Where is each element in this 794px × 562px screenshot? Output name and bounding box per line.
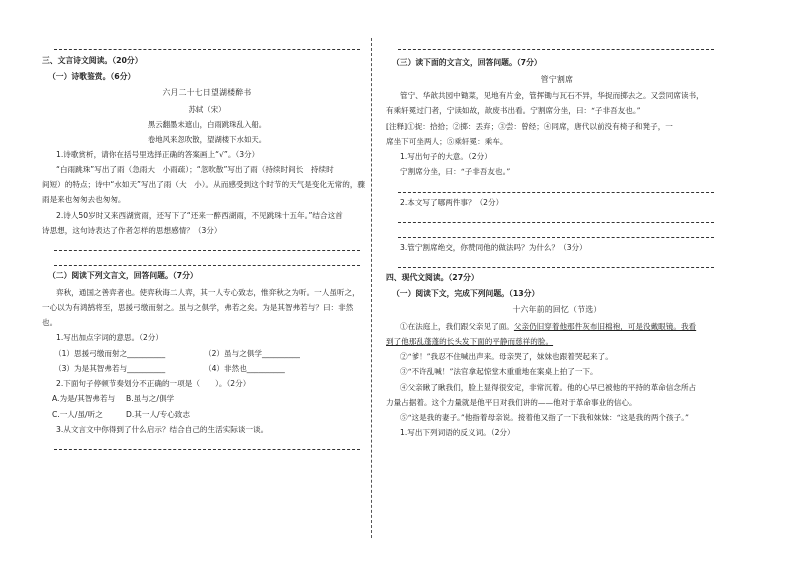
question-1-text-line: 间短）的特点；诗中“水如天”写出了雨（大 小）。从而感受到这个时节的天气是变化无常的，骤 [42, 180, 366, 189]
choice-c[interactable]: C.一人/虽/听之 [52, 409, 103, 419]
story-paragraph: ②“爹！”我忍不住喊出声来。母亲哭了，妹妹也跟着哭起来了。 [400, 352, 613, 362]
text-title: 管宁割席 [540, 74, 574, 84]
question-3-prompt: 1.写出加点字词的意思。（2分） [56, 333, 163, 343]
part-3-title: （三）读下面的文言文，回答问题。（7分） [392, 58, 542, 67]
choice-d[interactable]: D.其一人/专心致志 [126, 409, 190, 419]
choice-b[interactable]: B.虽与之/俱学 [126, 394, 175, 404]
poem-line-1: 黑云翻墨未遮山，白雨跳珠乱入船。 [147, 119, 267, 129]
question-1-text-line: “白雨跳珠”写出了雨（急雨大 小雨疏）；“忽吹散”写出了雨（持续时间长 持续时 [56, 164, 334, 174]
answer-line[interactable] [398, 213, 714, 223]
fill-blank-item[interactable]: （4）非然也__________ [204, 363, 285, 373]
section-4-title: 四、现代文阅读。（27分） [386, 273, 479, 283]
question-2-prompt: 2.本文写了哪两件事？（2分） [400, 197, 504, 207]
underlined-sentence: 父亲仍旧穿着他那件灰布旧棉袍，可是没戴眼镜。我看 [513, 321, 697, 331]
classical-text-line: 有乘轩冕过门者，宁读如故，歆废书出看。宁割席分坐，曰：“子非吾友也。” [386, 106, 641, 116]
choice-row [54, 394, 372, 404]
poem-author: 苏轼（宋） [188, 104, 226, 114]
question-1-sentence: 宁割席分坐，曰：“子非吾友也。” [400, 167, 511, 177]
answer-line[interactable] [54, 241, 360, 251]
annotation-line: 席坐下可坐两人；⑤乘轩冕：乘车。 [386, 136, 508, 146]
story-text: ①在法庭上，我们跟父亲见了面。 [400, 321, 514, 331]
fill-blank-item[interactable]: （1）思援弓缴而射之__________ [54, 348, 166, 358]
question-3-prompt: 3.管宁割席绝交，你赞同他的做法吗？为什么？（3分） [400, 242, 587, 252]
classical-text-line: 一心以为有鸿鹄将至，思援弓缴而射之。虽与之俱学，弗若之矣。为是其智弗若与？曰：非然 [42, 302, 354, 312]
story-paragraph: 力量占据着。这个力量就是他平日对我们讲的——他对于革命事业的信心。 [386, 397, 637, 407]
answer-line[interactable] [398, 258, 714, 268]
classical-text-line: 管宁、华歆共园中锄菜，见地有片金，管挥锄与瓦石不异，华捉而掷去之。又尝同席读书， [400, 91, 704, 101]
classical-text-line: 弈秋，通国之善弈者也。使弈秋诲二人弈，其一人专心致志，惟弈秋之为听。一人虽听之， [56, 287, 360, 297]
fill-blank-item[interactable]: （3）为是其智弗若与__________ [54, 363, 166, 373]
story-paragraph [386, 322, 728, 332]
answer-line[interactable] [54, 256, 360, 266]
fill-blank-item[interactable]: （2）虽与之俱学__________ [204, 348, 300, 358]
choice-a[interactable]: A.为是/其智弗若与 [52, 394, 116, 404]
question-4-prompt: 1.写出下列词语的反义词。（2分） [400, 428, 515, 438]
underlined-sentence: 到了他那乱蓬蓬的长头发下面的平静而慈祥的脸。 [386, 336, 554, 346]
answer-line[interactable] [54, 40, 360, 50]
answer-line[interactable] [398, 40, 714, 50]
answer-line[interactable] [54, 440, 360, 450]
poem-line-2: 卷地风来忽吹散，望湖楼下水如天。 [147, 134, 267, 144]
story-paragraph: ③“不许乱喊！”法官拿起惊堂木重重地在案桌上拍了一下。 [400, 367, 598, 377]
answer-line[interactable] [398, 183, 714, 193]
part-1-title: （一）诗歌鉴赏。（6分） [48, 71, 136, 81]
question-1-prompt: 1.诗歌赏析，请你在括号里选择正确的答案画上“√”。（3分） [56, 149, 260, 159]
choice-row [54, 410, 372, 420]
question-4-prompt: 2.下面句子停顿节奏划分不正确的一项是（ ）。（2分） [56, 379, 251, 389]
poem-title: 六月二十七日望湖楼醉书 [162, 88, 252, 98]
fill-blank-row [54, 349, 372, 359]
story-paragraph: ④父亲瞅了瞅我们，脸上显得很安定，非常沉着。他的心早已被他的平持的革命信念所占 [400, 382, 697, 392]
part-2-title: （二）阅读下列文言文，回答问题。（7分） [48, 271, 198, 280]
part-4-title: （一）阅读下文，完成下列问题。（13分） [392, 288, 540, 298]
answer-line[interactable] [398, 228, 714, 238]
story-paragraph: ⑤“这是我的妻子。”他指着母亲说。接着他又指了一下我和妹妹：“这是我的两个孩子。” [400, 413, 689, 423]
question-1-prompt: 1.写出句子的大意。（2分） [400, 152, 492, 162]
question-5-prompt: 3.从文言文中你得到了什么启示？结合自己的生活实际谈一谈。 [56, 424, 269, 434]
classical-text-line: 也。 [42, 318, 58, 328]
right-column [386, 40, 728, 444]
story-title: 十六年前的回忆（节选） [512, 305, 602, 315]
fill-blank-row [54, 364, 372, 374]
question-1-text-line: 雨是来也匆匆去也匆匆。 [42, 195, 126, 205]
left-column [42, 40, 372, 455]
question-2-prompt: 2.诗人50岁时又来西湖赏雨，还写下了“还来一醉西湖雨，不见跳珠十五年。”结合这首 [56, 210, 343, 220]
question-2-prompt-line: 诗思想，这句诗表达了作者怎样的思想感情？（3分） [42, 225, 222, 235]
annotation-line: [注释]①捉：拾拾；②掷：丢弃；③尝：曾经；④同席，唐代以前没有椅子和凳子，一 [386, 121, 673, 131]
section-3-title: 三、文言诗文阅读。（20分） [42, 56, 143, 65]
